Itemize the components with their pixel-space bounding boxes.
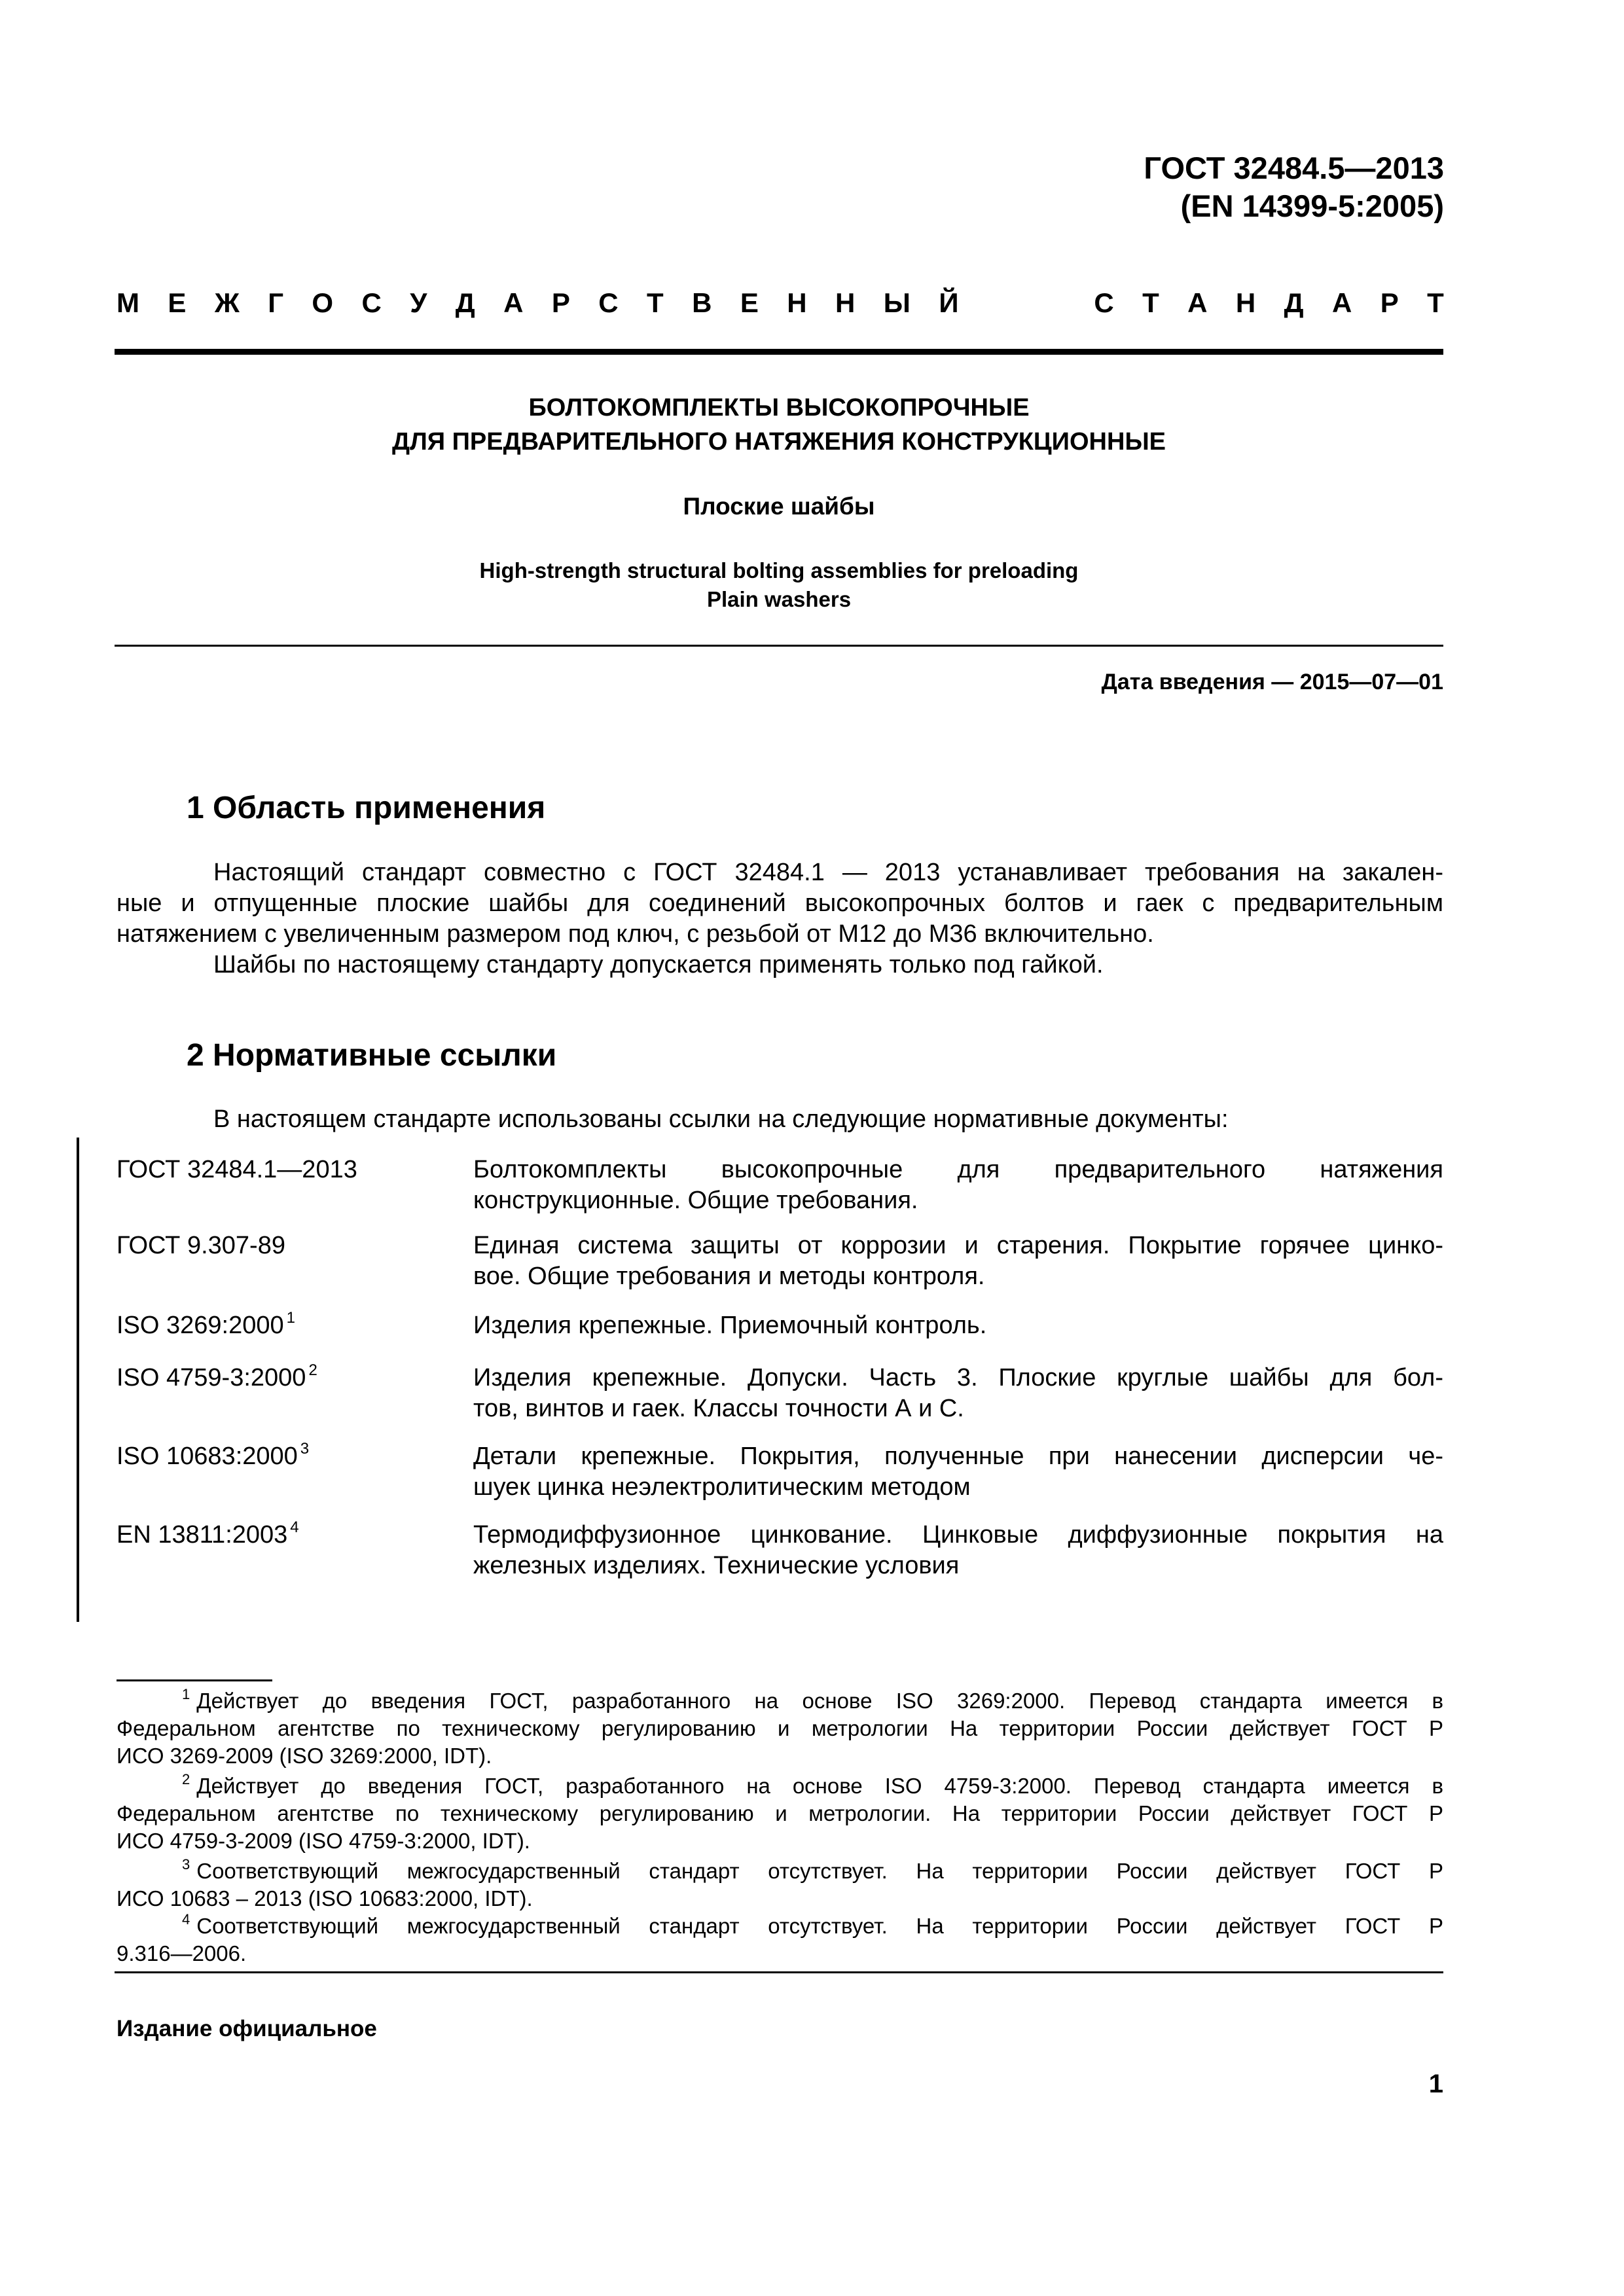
interstate-letter: А (503, 287, 524, 318)
reference-title-line: железных изделиях. Технические условия (473, 1552, 960, 1579)
interstate-letter: Ж (214, 287, 240, 318)
footnote-line: Федеральном агентстве по техническому регулированию и метрологии. На территории России действует ГОСТ Р (117, 1801, 1443, 1825)
title-line-1: БОЛТОКОМПЛЕКТЫ ВЫСОКОПРОЧНЫЕ (528, 394, 1030, 422)
footnote-text: Действует до введения ГОСТ, разработанного на основе ISO 4759-3:2000. Перевод стандарта имеется в (196, 1774, 1444, 1798)
footnote-text: Действует до введения ГОСТ, разработанного на основе ISO 3269:2000. Перевод стандарта имеется в (196, 1689, 1443, 1713)
footnote-mark: 2 (182, 1771, 190, 1787)
reference-title (473, 1520, 1443, 1581)
standard-letter: Т (1142, 287, 1159, 318)
reference-code-text: ГОСТ 32484.1—2013 (117, 1156, 357, 1183)
section-1-heading: 1 Область применения (187, 791, 546, 825)
document-title (115, 391, 1443, 459)
document-subtitle: Плоские шайбы (683, 493, 875, 520)
footnote-mark: 3 (182, 1856, 190, 1873)
reference-code (117, 1363, 457, 1393)
paragraph-line: ные и отпущенные плоские шайбы для соединений высокопрочных болтов и гаек с предварительным (117, 889, 1443, 917)
interstate-letter: М (117, 287, 139, 318)
footnote-line: 9.316—2006. (117, 1941, 247, 1965)
standard-letter: Р (1380, 287, 1399, 318)
footnote-line (117, 1772, 1443, 1800)
standard-letter: А (1331, 287, 1352, 318)
standard-designation (1144, 149, 1444, 225)
interstate-letter: О (312, 287, 334, 318)
title-line-2: ДЛЯ ПРЕДВАРИТЕЛЬНОГО НАТЯЖЕНИЯ КОНСТРУКЦИОННЫЕ (392, 428, 1166, 456)
standard-letter: С (1094, 287, 1114, 318)
reference-code-text: ISO 10683:2000 (117, 1443, 298, 1470)
reference-title (473, 1155, 1443, 1216)
english-title-line-1: High-strength structural bolting assemblies for preloading (479, 558, 1079, 583)
interstate-standard-heading (117, 287, 1444, 319)
paragraph-line: натяжением с увеличенным размером под ключ, с резьбой от М12 до М36 включительно. (117, 920, 1154, 948)
interstate-letter: Н (787, 287, 807, 318)
interstate-letter: Г (268, 287, 284, 318)
footnote-line: Федеральном агентстве по техническому регулированию и метрологии На территории России действует ГОСТ Р (117, 1716, 1443, 1740)
footnote (117, 1857, 1443, 1912)
footnote-rule (117, 1679, 272, 1681)
reference-title-line: конструкционные. Общие требования. (473, 1187, 918, 1214)
footnote-line: ИСО 10683 – 2013 (ISO 10683:2000, IDT). (117, 1886, 533, 1910)
interstate-letter: Й (939, 287, 959, 318)
designation-gost: ГОСТ 32484.5—2013 (1144, 151, 1444, 185)
footnote-line: ИСО 3269-2009 (ISO 3269:2000, IDT). (117, 1744, 492, 1768)
reference-title (473, 1441, 1443, 1503)
english-title-line-2: Plain washers (706, 587, 852, 611)
reference-title-line: Детали крепежные. Покрытия, полученные при нанесении дисперсии че- (473, 1443, 1443, 1470)
standard-letter: Т (1427, 287, 1444, 318)
interstate-letter: Е (740, 287, 759, 318)
footnote-marker: 2 (308, 1361, 317, 1379)
interstate-letter: Н (835, 287, 856, 318)
footer-rule (115, 1971, 1443, 1973)
paragraph-line: Шайбы по настоящему стандарту допускается применять только под гайкой. (213, 951, 1104, 978)
reference-code (117, 1520, 457, 1551)
interstate-letter: С (598, 287, 619, 318)
change-bar (77, 1138, 79, 1622)
interstate-letter: Р (551, 287, 570, 318)
reference-code (117, 1441, 457, 1472)
interstate-letter: В (692, 287, 712, 318)
footnote-line (117, 1687, 1443, 1715)
footnote (117, 1772, 1443, 1855)
footnote-line: ИСО 4759-3-2009 (ISO 4759-3:2000, IDT). (117, 1829, 530, 1853)
standard-letter: А (1187, 287, 1208, 318)
footnote (117, 1912, 1443, 1967)
title-rule (115, 645, 1443, 647)
reference-code (117, 1230, 457, 1261)
reference-title-line: Единая система защиты от коррозии и старения. Покрытие горячее цинко- (473, 1232, 1443, 1259)
footnote-marker: 3 (300, 1440, 310, 1458)
footnote-line (117, 1857, 1443, 1885)
interstate-letter: Т (647, 287, 664, 318)
english-title (115, 556, 1443, 614)
header-thick-rule (115, 349, 1443, 355)
designation-en: (EN 14399-5:2005) (1180, 188, 1444, 223)
reference-code (117, 1155, 457, 1185)
reference-title (473, 1230, 1443, 1292)
footnote-text: Соответствующий межгосударственный стандарт отсутствует. На территории России действует ГОСТ Р (196, 1914, 1443, 1938)
reference-title-line: Термодиффузионное цинкование. Цинковые диффузионные покрытия на (473, 1521, 1443, 1549)
interstate-letter: У (410, 287, 427, 318)
reference-title-line: Изделия крепежные. Приемочный контроль. (473, 1312, 987, 1339)
standard-letter: Д (1284, 287, 1304, 318)
footnote (117, 1687, 1443, 1770)
interstate-letter: Е (168, 287, 187, 318)
footnote-text: Соответствующий межгосударственный стандарт отсутствует. На территории России действует ГОСТ Р (196, 1859, 1443, 1883)
section-2-intro: В настоящем стандарте использованы ссылки на следующие нормативные документы: (213, 1105, 1229, 1133)
heading-gap (987, 287, 1066, 319)
reference-code-text: ISO 3269:2000 (117, 1312, 284, 1339)
introduction-date: Дата введения — 2015—07—01 (1101, 670, 1443, 694)
footnote-line (117, 1912, 1443, 1940)
reference-code-text: EN 13811:2003 (117, 1521, 288, 1549)
section-1-paragraph (117, 857, 1443, 980)
reference-title-line: Болтокомплекты высокопрочные для предварительного натяжения (473, 1156, 1443, 1183)
reference-title (473, 1310, 1443, 1341)
reference-title-line: Изделия крепежные. Допуски. Часть 3. Плоские круглые шайбы для бол- (473, 1364, 1443, 1391)
reference-title (473, 1363, 1443, 1424)
standard-letter: Н (1235, 287, 1256, 318)
reference-title-line: тов, винтов и гаек. Классы точности А и С. (473, 1395, 964, 1422)
reference-title-line: шуек цинка неэлектролитическим методом (473, 1473, 971, 1501)
footnote-marker: 4 (290, 1518, 299, 1536)
reference-code-text: ГОСТ 9.307-89 (117, 1232, 285, 1259)
interstate-letter: Ы (883, 287, 911, 318)
reference-title-line: вое. Общие требования и методы контроля. (473, 1263, 985, 1290)
interstate-letter: С (361, 287, 382, 318)
footnote-mark: 4 (182, 1911, 190, 1928)
interstate-letter: Д (455, 287, 475, 318)
official-edition-label: Издание официальное (117, 2016, 377, 2041)
section-2-heading: 2 Нормативные ссылки (187, 1038, 557, 1073)
page-number: 1 (1428, 2070, 1443, 2098)
reference-code-text: ISO 4759-3:2000 (117, 1364, 306, 1391)
reference-code (117, 1310, 457, 1341)
paragraph-line: Настоящий стандарт совместно с ГОСТ 32484.1 — 2013 устанавливает требования на закален- (213, 859, 1443, 886)
footnote-marker: 1 (286, 1309, 296, 1327)
footnote-mark: 1 (182, 1686, 190, 1702)
